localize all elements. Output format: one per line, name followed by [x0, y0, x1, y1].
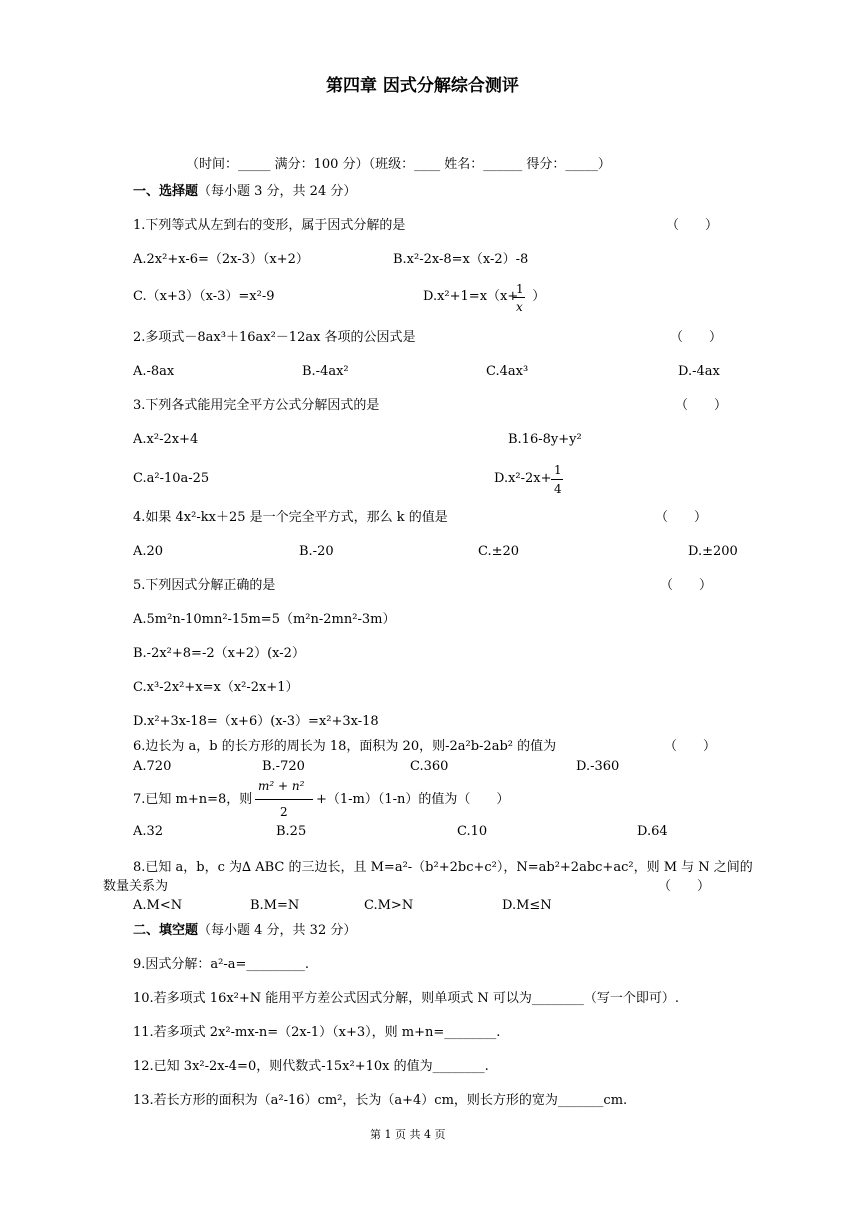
- q1-fraction-bar: [513, 297, 525, 298]
- q2-option-d: D.-4ax: [678, 364, 720, 379]
- q8-stem: 8.已知 a，b，c 为∆ ABC 的三边长，且 M=a²-（b²+2bc+c²），N=ab²+2abc+ac²，则 M 与 N 之间的: [133, 860, 753, 875]
- q3-option-a: A.x²-2x+4: [133, 432, 199, 447]
- q3-option-d: D.x²-2x+: [494, 471, 552, 486]
- page-footer: 第 1 页 共 4 页: [370, 1128, 446, 1141]
- q6-option-d: D.-360: [576, 759, 620, 774]
- q8-option-d: D.M≤N: [502, 898, 552, 913]
- q2-option-b: B.-4ax²: [302, 364, 349, 379]
- q4-option-b: B.-20: [299, 544, 334, 559]
- q3-fraction-denominator: 4: [554, 482, 562, 496]
- q4-option-a: A.20: [133, 544, 164, 559]
- q3-option-c: C.a²-10a-25: [133, 471, 210, 486]
- q5-answer-paren: （ ）: [660, 578, 713, 593]
- q5-option-d: D.x²+3x-18=（x+6）(x-3）=x²+3x-18: [133, 714, 379, 729]
- exam-info-line: （时间：_____ 满分：100 分）（班级：____ 姓名：______ 得分：_____）: [186, 157, 611, 172]
- section-fill-title: 二、填空题: [133, 923, 199, 938]
- q2-option-a: A.-8ax: [133, 364, 175, 379]
- q1-answer-paren: （ ）: [666, 218, 719, 233]
- section-choice-title: 一、选择题: [133, 184, 199, 199]
- q2-answer-paren: （ ）: [670, 330, 723, 345]
- q3-fraction-bar: [551, 479, 563, 480]
- q2-stem: 2.多项式－8ax³＋16ax²－12ax 各项的公因式是: [133, 330, 416, 345]
- q7-stem-suffix: +（1-m）（1-n）的值为（ ）: [316, 792, 510, 807]
- q8-option-c: C.M>N: [364, 898, 414, 913]
- q9: 9.因式分解：a²-a=_________.: [133, 957, 310, 972]
- q12: 12.已知 3x²-2x-4=0，则代数式-15x²+10x 的值为________.: [133, 1059, 489, 1074]
- q7-fraction-numerator: m² + n²: [258, 779, 305, 793]
- q1-option-b: B.x²-2x-8=x（x-2）-8: [393, 252, 529, 267]
- q8-stem-continued: 数量关系为: [103, 879, 169, 894]
- q4-option-c: C.±20: [478, 544, 520, 559]
- q1-option-d-suffix: ）: [532, 289, 546, 304]
- q3-option-b: B.16-8y+y²: [508, 432, 582, 447]
- q8-answer-paren: （ ）: [658, 879, 711, 894]
- q13: 13.若长方形的面积为（a²-16）cm²，长为（a+4）cm，则长方形的宽为_______cm.: [133, 1093, 628, 1108]
- q11: 11.若多项式 2x²-mx-n=（2x-1）（x+3），则 m+n=________.: [133, 1025, 501, 1040]
- q7-option-d: D.64: [637, 824, 668, 839]
- q4-option-d: D.±200: [688, 544, 738, 559]
- q7-option-b: B.25: [276, 824, 307, 839]
- q1-fraction-denominator: x: [516, 300, 523, 314]
- q10: 10.若多项式 16x²+N 能用平方差公式因式分解，则单项式 N 可以为________（写一个即可）.: [133, 991, 680, 1006]
- q5-option-c: C.x³-2x²+x=x（x²-2x+1）: [133, 680, 299, 695]
- section-choice-note: （每小题 3 分，共 24 分）: [198, 184, 357, 199]
- q6-option-c: C.360: [410, 759, 449, 774]
- q6-option-b: B.-720: [262, 759, 305, 774]
- q7-option-c: C.10: [457, 824, 488, 839]
- q1-option-d: [423, 289, 545, 305]
- page-title: 第四章 因式分解综合测评: [326, 76, 519, 96]
- q6-stem: 6.边长为 a，b 的长方形的周长为 18，面积为 20，则-2a²b-2ab² 的值为: [133, 739, 557, 754]
- q3-fraction-numerator: 1: [554, 463, 562, 477]
- q1-fraction-numerator: 1: [516, 282, 524, 296]
- section-choice-heading: [133, 184, 356, 200]
- q7-fraction-denominator: 2: [280, 805, 288, 819]
- q8-option-b: B.M=N: [250, 898, 300, 913]
- q7-fraction-bar: [255, 799, 313, 800]
- q3-stem: 3.下列各式能用完全平方公式分解因式的是: [133, 398, 380, 413]
- q7-stem-prefix: 7.已知 m+n=8，则: [133, 792, 253, 807]
- q8-option-a: A.M<N: [133, 898, 183, 913]
- q6-answer-paren: （ ）: [664, 739, 717, 754]
- section-fill-note: （每小题 4 分，共 32 分）: [198, 923, 357, 938]
- q1-option-c: C.（x+3）（x-3）=x²-9: [133, 289, 275, 304]
- q4-stem: 4.如果 4x²-kx＋25 是一个完全平方式，那么 k 的值是: [133, 510, 448, 525]
- q6-option-a: A.720: [133, 759, 172, 774]
- q5-option-b: B.-2x²+8=-2（x+2）(x-2）: [133, 646, 305, 661]
- q7-option-a: A.32: [133, 824, 164, 839]
- section-fill-heading: [133, 923, 356, 939]
- q3-answer-paren: （ ）: [675, 398, 728, 413]
- q1-option-d-prefix: D.x²+1=x（x+: [423, 289, 519, 304]
- q5-stem: 5.下列因式分解正确的是: [133, 578, 276, 593]
- q2-option-c: C.4ax³: [486, 364, 529, 379]
- q1-stem: 1.下列等式从左到右的变形，属于因式分解的是: [133, 218, 406, 233]
- q4-answer-paren: （ ）: [655, 510, 708, 525]
- q1-option-a: A.2x²+x-6=（2x-3）（x+2）: [133, 252, 309, 267]
- q5-option-a: A.5m²n-10mn²-15m=5（m²n-2mn²-3m）: [133, 612, 396, 627]
